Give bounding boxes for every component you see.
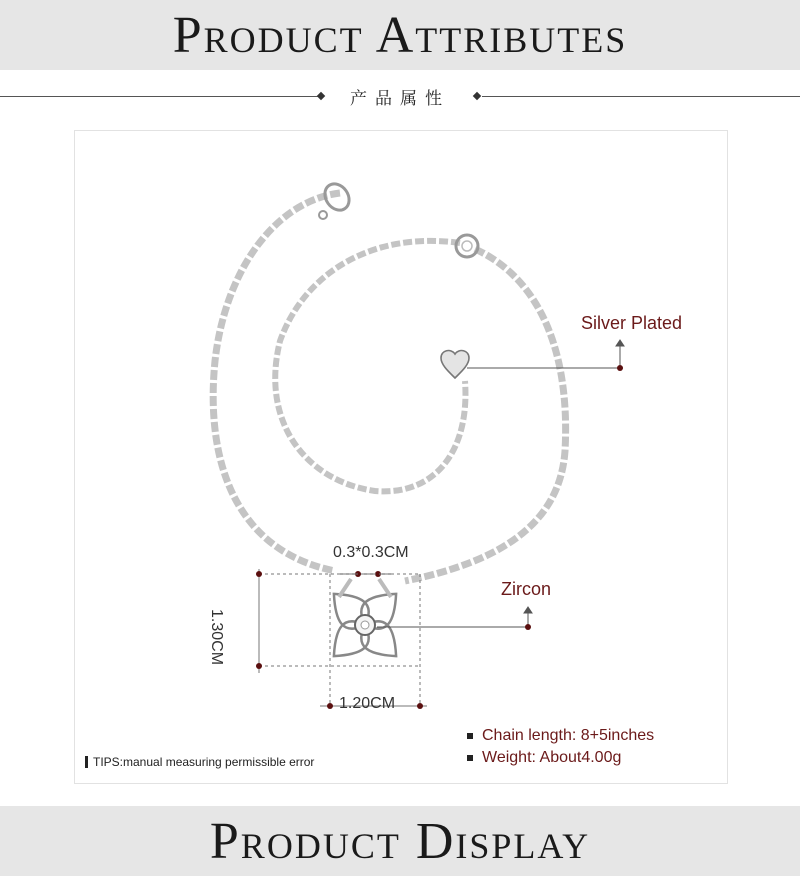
attributes-banner [0, 0, 800, 70]
height-label: 1.30CM [208, 609, 225, 666]
tips-bar-icon [85, 756, 88, 768]
bullet-icon [467, 733, 473, 739]
heart-charm [441, 351, 469, 378]
subtitle-text: 产品属性 [350, 89, 450, 109]
attributes-title: Product Attributes [172, 6, 628, 64]
inner-chain [275, 241, 465, 491]
weight-text: Weight: About4.00g [482, 749, 622, 766]
divider-line-left [0, 96, 318, 97]
list-item [467, 747, 654, 769]
silver-plated-label: Silver Plated [581, 313, 683, 333]
product-image-panel [74, 130, 728, 784]
list-item [467, 725, 654, 747]
marker-dot [617, 365, 623, 371]
divider-line-right [482, 96, 800, 97]
diamond-icon [317, 92, 325, 100]
zircon-label: Zircon [501, 579, 552, 599]
spring-ring [456, 235, 478, 257]
marker-dot [256, 663, 262, 669]
spec-list [467, 725, 654, 769]
width-label: 1.20CM [339, 695, 396, 712]
lobster-clasp [319, 179, 354, 219]
diamond-icon [473, 92, 481, 100]
zircon-pointer [377, 607, 532, 627]
flower-pendant [323, 583, 408, 668]
silver-plated-pointer [467, 340, 624, 368]
marker-dot [256, 571, 262, 577]
outer-chain-right [405, 249, 566, 581]
marker-dot [417, 703, 423, 709]
tips-note [85, 755, 314, 769]
tips-text: TIPS:manual measuring permissible error [93, 755, 315, 769]
marker-dot [327, 703, 333, 709]
display-title: Product Display [209, 812, 591, 870]
bracelet-illustration [75, 131, 727, 783]
chain-length-text: Chain length: 8+5inches [482, 727, 655, 744]
display-banner [0, 806, 800, 876]
bullet-icon [467, 755, 473, 761]
stone-size-label: 0.3*0.3CM [333, 544, 409, 561]
marker-dot [525, 624, 531, 630]
height-dimension [259, 569, 420, 706]
subtitle-divider [0, 84, 800, 108]
